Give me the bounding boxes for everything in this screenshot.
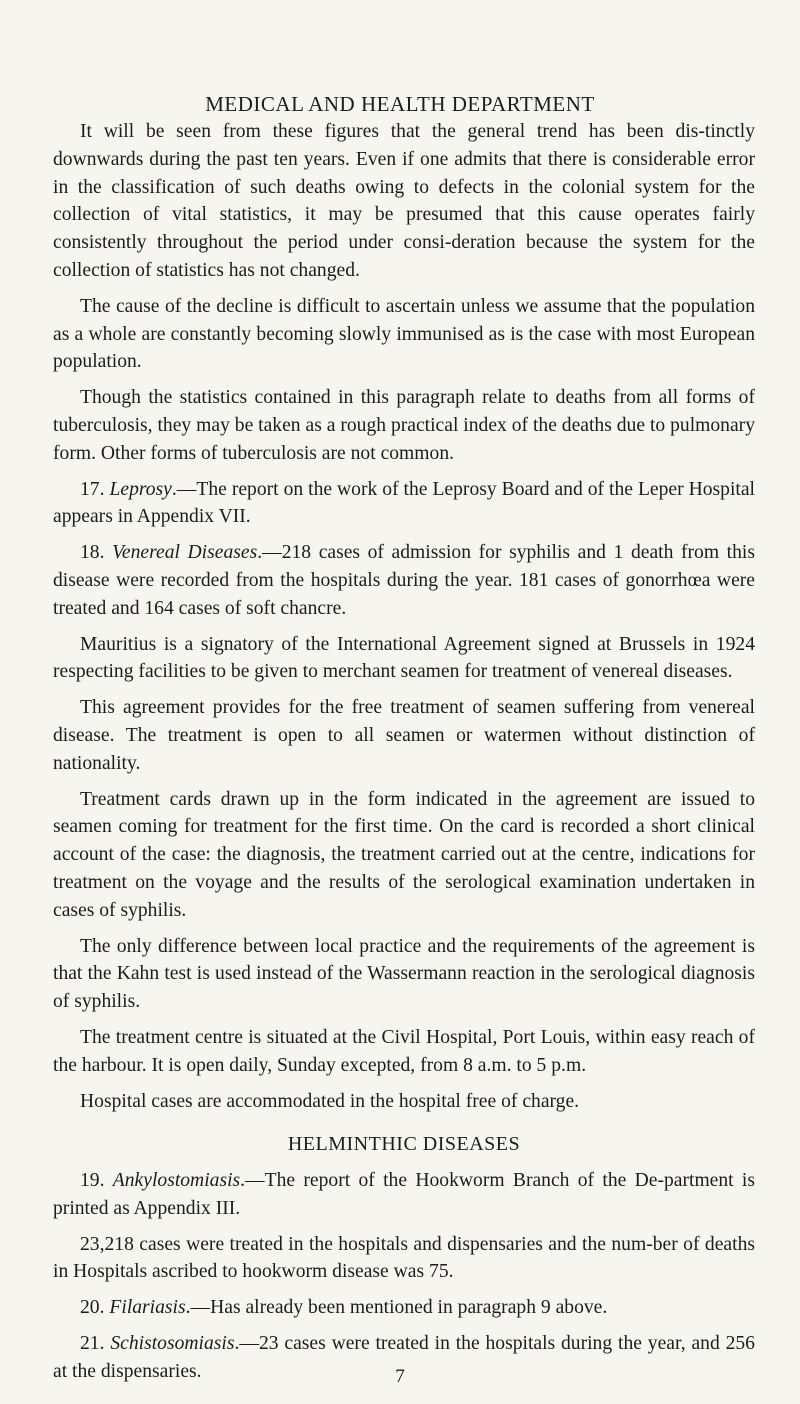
paragraph	[53, 933, 755, 1016]
paragraph-text: Mauritius is a signatory of the International Agreement signed at Brussels in 1924 respecting facilities to be given to merchant seamen for treatment of venereal diseases.	[53, 633, 755, 683]
paragraph	[53, 118, 755, 285]
paragraph-text: It will be seen from these figures that the general trend has been dis-tinctly downwards during the past ten years. Even if one admits that there is considerable error in the classification of such deaths owing to defects in the colonial system for the collection of vital statistics, it may be presumed that this cause operates fairly consistently throughout the period under consi-deration because the system for the collection of statistics has not changed.	[53, 121, 755, 281]
section-20-filariasis	[53, 1294, 755, 1322]
paragraph-text: The treatment centre is situated at the Civil Hospital, Port Louis, within easy reach of the harbour. It is open daily, Sunday excepted, from 8 a.m. to 5 p.m.	[53, 1026, 755, 1076]
paragraph-text: Hospital cases are accommodated in the hospital free of charge.	[80, 1090, 580, 1112]
body-text	[53, 118, 755, 1394]
paragraph	[53, 1024, 755, 1080]
paragraph-text: This agreement provides for the free treatment of seamen suffering from venereal disease. The treatment is open to all seamen or watermen without distinction of nationality.	[53, 697, 755, 774]
section-title: Leprosy	[109, 478, 172, 500]
section-title: Ankylostomiasis	[112, 1170, 241, 1192]
page-number: 7	[395, 1366, 405, 1387]
paragraph-text: Treatment cards drawn up in the form indicated in the agreement are issued to seamen coming for treatment for the first time. On the card is recorded a short clinical account of the case: the diagnosis, the treatment carried out at the centre, indications for treatment on the voyage and the results of the serological examination undertaken in cases of syphilis.	[53, 788, 755, 921]
paragraph	[53, 694, 755, 777]
section-number: 19.	[80, 1170, 105, 1192]
paragraph-text: 23,218 cases were treated in the hospitals and dispensaries and the num-ber of deaths in Hospitals ascribed to hookworm disease was 75.	[53, 1233, 755, 1283]
paragraph	[53, 1231, 755, 1287]
paragraph	[53, 293, 755, 376]
section-18-venereal-diseases	[53, 539, 755, 622]
section-17-leprosy	[53, 476, 755, 532]
paragraph	[53, 631, 755, 687]
section-number: 20.	[80, 1297, 105, 1319]
paragraph-text: .—Has already been mentioned in paragraph 9 above.	[185, 1297, 608, 1319]
section-number: 21.	[80, 1333, 105, 1355]
paragraph	[53, 786, 755, 925]
paragraph	[53, 1088, 755, 1116]
paragraph-text: .—The report of the Hookworm Branch of the De-partment is printed as Appendix III.	[53, 1170, 755, 1219]
paragraph-text: .—The report on the work of the Leprosy Board and of the Leper Hospital appears in Appendix VII.	[53, 478, 755, 528]
section-title: Filariasis	[109, 1297, 186, 1319]
paragraph-text: .—218 cases of admission for syphilis and 1 death from this disease were recorded from the hospitals during the year. 181 cases of gonorrhœa were treated and 164 cases of soft chancre.	[53, 542, 755, 619]
section-title: Schistosomiasis	[110, 1333, 235, 1355]
section-number: 17.	[80, 478, 105, 500]
section-heading: HELMINTHIC DISEASES	[287, 1133, 521, 1156]
section-19-ankylostomiasis	[53, 1167, 755, 1223]
section-number: 18.	[80, 542, 105, 564]
paragraph-text: .—23 cases were treated in the hospitals during the year, and 256 at the dispensaries.	[53, 1333, 755, 1382]
paragraph-text: The only difference between local practice and the requirements of the agreement is that the Kahn test is used instead of the Wassermann reaction in the serological diagnosis of syphilis.	[53, 935, 755, 1013]
section-title: Venereal Diseases	[112, 542, 258, 564]
running-head: MEDICAL AND HEALTH DEPARTMENT	[205, 92, 595, 116]
paragraph	[53, 384, 755, 467]
paragraph-text: The cause of the decline is difficult to ascertain unless we assume that the population as a whole are constantly becoming slowly immunised as is the case with most European population.	[53, 295, 755, 373]
paragraph-text: Though the statistics contained in this paragraph relate to deaths from all forms of tuberculosis, they may be taken as a rough practical index of the deaths due to pulmonary form. Other forms of tuberculosis are not common.	[53, 387, 755, 464]
